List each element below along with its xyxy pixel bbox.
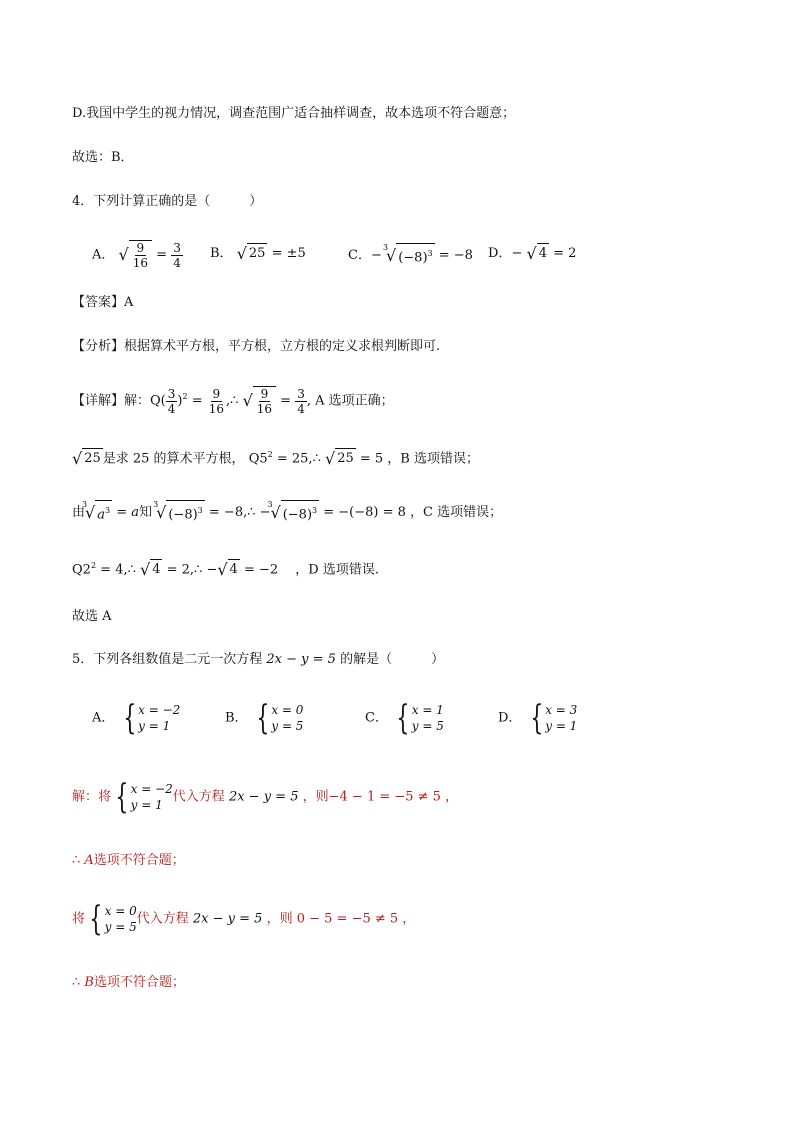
q5-solution-a: 解：将 { x = −2 y = 1 代入方程 2x − y = 5 ，则−4 − 1 = −5 ≠ 5 ， [72,777,459,817]
q3-choice: 故选：B． [72,150,134,165]
q4-choice: 故选 A [72,609,112,624]
q3-option-d-explanation: D.我国中学生的视力情况，调查范围广适合抽样调查，故本选项不符合题意； [72,106,516,121]
q4-answer: 【答案】A [72,295,134,310]
q4-detail-line: 【详解】解：Q( $\frac{3}{4}$ )$^2$ = $\frac{9}{16}$ ,∴ √ $\frac{9}{16}$ = $\frac{3}{4}$ , A 选项正确； [72,386,394,416]
q5-option-c: C． { x = 1 y = 5 [365,698,444,738]
q4-option-a: A． √ $\frac{9}{16}$ = $\frac{3}{4}$ [92,240,181,270]
q5-solution-b: 将 { x = 0 y = 5 代入方程 2x − y = 5 ，则 0 − 5 = −5 ≠ 5 ， [72,899,416,939]
q4-analysis: 【分析】根据算术平方根，平方根，立方根的定义求根判断即可. [72,339,441,354]
q4-line-b: √ 25 是求 25 的算术平方根， $Q5^2$ = 25,∴ √ 25 = 5 ，B 选项错误； [72,448,479,468]
q4-option-b: B． √ 25 = ±5 [210,243,306,263]
q4-option-d: D．− √ 4 = 2 [488,243,577,263]
q5-conclusion-b: ∴ B选项不符合题； [72,975,185,990]
sqrt-symbol: √ $\frac{9}{16}$ [119,240,152,270]
q5-option-a: A． { x = −2 y = 1 [92,698,181,738]
q4-line-d: $Q2^2$ = 4,∴ √ 4 = 2,∴ −√ 4 = −2 ，D 选项错误. [72,559,379,579]
q5-conclusion-a: ∴ A选项不符合题； [72,853,185,868]
q5-stem: 5．下列各组数值是二元一次方程 2x − y = 5 的解是（ ） [72,652,445,667]
q5-option-b: B． { x = 0 y = 5 [225,698,304,738]
q5-option-d: D． { x = 3 y = 1 [498,698,578,738]
q4-line-c: 由 3 √ $a^3 = a$知 3 √ $(-8)^3$ = −8,∴ − 3 √ $(-8)^3 = -(-8) = 8$ ，C 选项错误； [72,500,502,525]
q4-option-c: C．− 3 √ $(-8)^3 = -8$ [348,243,473,268]
q4-stem: 4．下列计算正确的是（ ） [72,194,263,209]
